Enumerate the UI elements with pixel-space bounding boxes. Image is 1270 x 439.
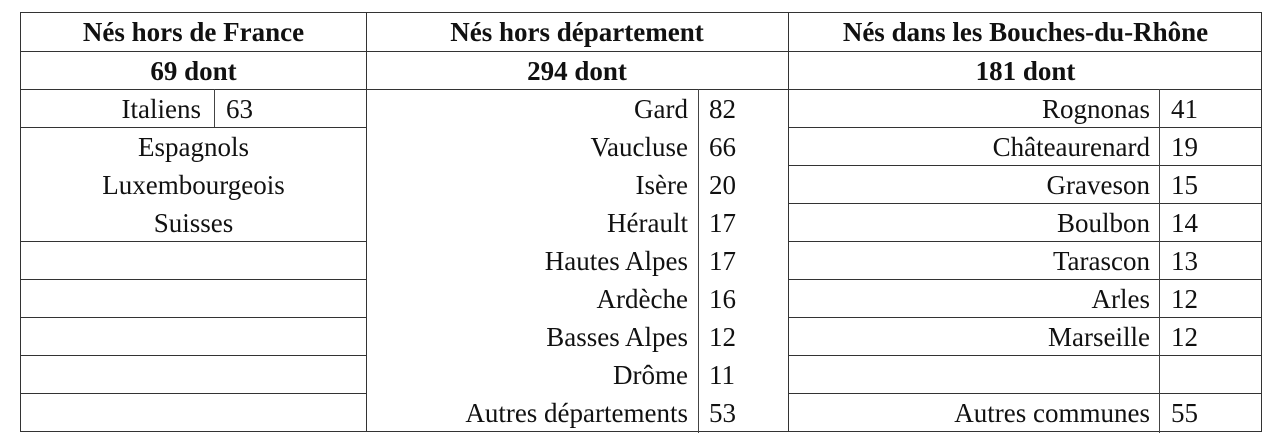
- row-value: 53: [709, 397, 736, 428]
- row-label: Arles: [1091, 283, 1150, 314]
- row-label: Gard: [634, 93, 688, 124]
- table-row: [21, 128, 366, 166]
- row-label: [788, 356, 1150, 394]
- abroad-list: [21, 90, 366, 242]
- total-abroad: 69 dont: [150, 55, 237, 86]
- row-value: 17: [709, 245, 736, 276]
- row-label: Châteaurenard: [992, 131, 1150, 162]
- row-value: 66: [709, 131, 736, 162]
- table-row: [21, 204, 366, 242]
- table-row: [788, 166, 1263, 204]
- row-value: 15: [1171, 169, 1198, 200]
- row-label: Luxembourgeois: [102, 169, 285, 200]
- total-bouches-du-rhone: 181 dont: [975, 55, 1076, 86]
- row-value: 12: [709, 321, 736, 352]
- commune-list: [788, 90, 1263, 432]
- row-label: Ardèche: [596, 283, 688, 314]
- row-rule: [21, 317, 366, 318]
- row-label: Tarascon: [1052, 245, 1150, 276]
- table-row: [21, 166, 366, 204]
- row-rule: [21, 393, 366, 394]
- row-value: 16: [709, 283, 736, 314]
- row-rule: [21, 355, 366, 356]
- row-label: Marseille: [1048, 321, 1150, 352]
- header-abroad: Nés hors de France: [82, 17, 305, 47]
- row-label: Rognonas: [1042, 93, 1150, 124]
- table-row: [366, 318, 788, 356]
- row-label: Suisses: [153, 207, 234, 238]
- row-value: 12: [1171, 283, 1198, 314]
- table-row: [788, 280, 1263, 318]
- row-value: 14: [1171, 207, 1198, 238]
- row-rule: [21, 279, 366, 280]
- department-list: [366, 90, 788, 432]
- table-row: [788, 318, 1263, 356]
- header-other-department: Nés hors département: [450, 17, 704, 47]
- table-row: [788, 128, 1263, 166]
- table-row: [366, 394, 788, 432]
- row-value: 55: [1171, 397, 1198, 428]
- birthplace-table: [20, 12, 1262, 432]
- row-label: Isère: [635, 169, 688, 200]
- row-label: Hautes Alpes: [544, 245, 688, 276]
- table-row: [788, 394, 1263, 432]
- row-value: 63: [226, 93, 253, 124]
- table-row: [788, 90, 1263, 128]
- table-row: [366, 166, 788, 204]
- table-row: [788, 204, 1263, 242]
- row-value: 17: [709, 207, 736, 238]
- row-label: Graveson: [1046, 169, 1150, 200]
- table-row: [788, 356, 1263, 394]
- row-value: 19: [1171, 131, 1198, 162]
- row-label: Basses Alpes: [546, 321, 688, 352]
- row-value: 12: [1171, 321, 1198, 352]
- table-row: [366, 280, 788, 318]
- table-row: [366, 90, 788, 128]
- table-row: [21, 90, 366, 128]
- table-row: [788, 242, 1263, 280]
- row-label: Italiens: [121, 93, 201, 124]
- row-label: Hérault: [607, 207, 688, 238]
- row-label: Espagnols: [138, 131, 249, 162]
- row-label: Drôme: [613, 359, 688, 390]
- header-bouches-du-rhone: Nés dans les Bouches-du-Rhône: [842, 17, 1209, 47]
- row-label: Autres communes: [954, 397, 1150, 428]
- table-row: [366, 204, 788, 242]
- row-label: Vaucluse: [590, 131, 688, 162]
- row-value: 41: [1171, 93, 1198, 124]
- table-row: [366, 242, 788, 280]
- total-other-department: 294 dont: [527, 55, 627, 86]
- row-label: Boulbon: [1056, 207, 1150, 238]
- row-value: 20: [709, 169, 736, 200]
- row-value: 82: [709, 93, 736, 124]
- row-value: 13: [1171, 245, 1198, 276]
- row-value: 11: [709, 359, 735, 390]
- table-row: [366, 128, 788, 166]
- row-value: [1171, 356, 1251, 394]
- row-label: Autres départements: [465, 397, 688, 428]
- table-row: [366, 356, 788, 394]
